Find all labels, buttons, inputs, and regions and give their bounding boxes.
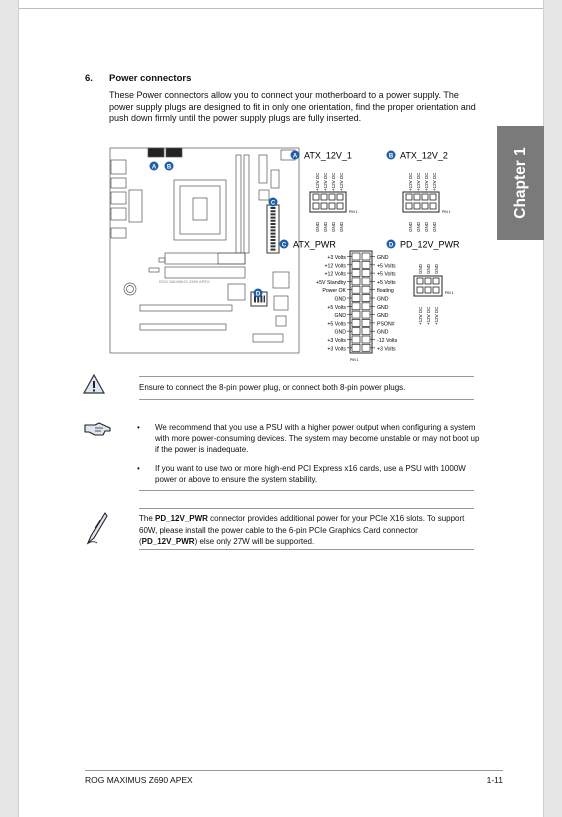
svg-text:GND: GND (377, 304, 389, 311)
atx-pin (362, 311, 370, 318)
svg-text:+12V DC: +12V DC (408, 172, 413, 191)
svg-text:+12V DC: +12V DC (416, 172, 421, 191)
svg-text:ATX_12V_1: ATX_12V_1 (304, 150, 352, 161)
warning-top-rule (139, 376, 474, 377)
svg-text:GND: GND (416, 222, 421, 232)
svg-text:ATX_12V_2: ATX_12V_2 (400, 150, 448, 161)
svg-text:GND: GND (424, 222, 429, 232)
atx-pin (362, 278, 370, 285)
svg-text:GND: GND (434, 264, 439, 274)
atx12v1-connector (291, 151, 358, 233)
atx-pin (352, 261, 360, 268)
svg-text:GND: GND (408, 222, 413, 232)
svg-text:+12V DC: +12V DC (432, 172, 437, 191)
svg-text:+5 Volts: +5 Volts (327, 321, 346, 328)
svg-text:B: B (388, 153, 394, 160)
atx-pin (352, 328, 360, 335)
hand-notes (137, 422, 482, 493)
svg-text:+12V DC: +12V DC (339, 172, 344, 191)
svg-text:+3 Volts: +3 Volts (327, 255, 346, 261)
svg-text:C: C (281, 242, 287, 249)
svg-text:GND: GND (315, 222, 320, 232)
atx-pin (352, 295, 360, 302)
svg-text:+12 Volts: +12 Volts (324, 271, 346, 278)
atx-pin (352, 311, 360, 318)
svg-text:+12V DC: +12V DC (426, 306, 431, 325)
svg-text:floating: floating (377, 288, 394, 295)
svg-text:+5 Volts: +5 Volts (377, 263, 396, 270)
svg-text:D: D (255, 291, 261, 298)
svg-text:GND: GND (334, 313, 346, 320)
svg-text:+3 Volts: +3 Volts (327, 346, 346, 353)
pen-note-icon (83, 510, 109, 551)
svg-text:GND: GND (339, 222, 344, 232)
atx-pin (352, 286, 360, 293)
atx-pin (352, 303, 360, 310)
section-intro: These Power connectors allow you to connect your motherboard to a power supply. The power supply plugs are designed to fit in only one orientation, find the proper orientation and push down firmly until the power supply plugs are fully inserted. (109, 90, 476, 123)
atx-pin (362, 303, 370, 310)
motherboard-outline (110, 148, 299, 353)
svg-text:PIN 1: PIN 1 (445, 291, 454, 295)
svg-text:A: A (151, 164, 157, 171)
svg-text:ATX_PWR: ATX_PWR (293, 239, 336, 250)
warning-bottom-rule (139, 399, 474, 400)
svg-text:-12 Volts: -12 Volts (377, 338, 398, 344)
svg-text:Power OK: Power OK (322, 288, 346, 295)
atx-pin (362, 295, 370, 302)
hand-note-1: • We recommend that you use a PSU with a higher power output when configuring a system with more power-consuming devices. The system may become unstable or may not boot up if the power is inadequate. (137, 423, 480, 454)
board-markers (150, 162, 278, 298)
atx-pin (362, 344, 370, 351)
svg-text:+12V DC: +12V DC (424, 172, 429, 191)
atx-pin (362, 328, 370, 335)
atx-pin (352, 278, 360, 285)
pointing-hand-icon (83, 420, 113, 443)
atx-pin (352, 319, 360, 326)
atx-pin (352, 336, 360, 343)
hand-note-2: • If you want to use two or more high-end PCI Express x16 cards, use a PSU with 1000W power or above to ensure the system stability. (137, 464, 466, 484)
warning-note: Ensure to connect the 8-pin power plug, or connect both 8-pin power plugs. (139, 383, 406, 392)
atx-pin (362, 261, 370, 268)
svg-text:PIN 1: PIN 1 (350, 358, 359, 362)
svg-text:+12V DC: +12V DC (331, 172, 336, 191)
svg-text:PIN 1: PIN 1 (442, 210, 451, 214)
hand-notes-bottom-rule (139, 490, 474, 491)
svg-text:+5 Volts: +5 Volts (377, 279, 396, 286)
section-number: 6. (85, 73, 93, 84)
atx-pin (352, 270, 360, 277)
atx-pin (362, 270, 370, 277)
svg-text:GND: GND (377, 329, 389, 336)
atx-pin (352, 344, 360, 351)
svg-text:C: C (270, 200, 276, 207)
svg-text:PIN 1: PIN 1 (349, 210, 358, 214)
manual-page (18, 0, 544, 817)
svg-text:GND: GND (377, 296, 389, 303)
svg-text:PD_12V_PWR: PD_12V_PWR (400, 239, 460, 250)
svg-text:+5V Standby: +5V Standby (316, 279, 346, 286)
svg-text:+5 Volts: +5 Volts (377, 271, 396, 278)
pd-note-top-rule (139, 508, 474, 509)
svg-text:GND: GND (323, 222, 328, 232)
svg-text:GND: GND (334, 296, 346, 303)
svg-text:+3 Volts: +3 Volts (327, 338, 346, 344)
pd12v-connector (387, 240, 461, 326)
svg-text:+12V DC: +12V DC (323, 172, 328, 191)
svg-text:D: D (388, 242, 394, 249)
footer-rule (85, 770, 503, 771)
svg-text:B: B (166, 164, 172, 171)
power-connectors-diagram (19, 0, 543, 400)
board-label: ROG MAXIMUS Z690 APEX (159, 279, 210, 284)
svg-text:GND: GND (331, 222, 336, 232)
chapter-tab-label: Chapter 1 (511, 147, 529, 219)
svg-text:+5 Volts: +5 Volts (327, 304, 346, 311)
atx12v1-top-pins (315, 172, 344, 191)
atx12v2-connector (387, 151, 451, 233)
svg-text:GND: GND (418, 264, 423, 274)
svg-text:GND: GND (426, 264, 431, 274)
svg-text:GND: GND (334, 329, 346, 336)
pd-note: The PD_12V_PWR connector provides additional power for your PCIe X16 slots. To support 60W, please install the power cable to the 6-pin PCIe Graphics Card connector (PD_12V_PWR) else only 27W will be supported. (139, 514, 465, 546)
warning-icon (83, 373, 105, 400)
atx-pin (352, 253, 360, 260)
svg-text:GND: GND (377, 313, 389, 320)
footer-product: ROG MAXIMUS Z690 APEX (85, 775, 193, 785)
atx-pin (362, 253, 370, 260)
svg-text:+12V DC: +12V DC (418, 306, 423, 325)
atx12v1-bottom-pins (315, 221, 344, 232)
atxpwr-connector (280, 240, 398, 363)
svg-text:A: A (292, 153, 298, 160)
footer-page-number: 1-11 (486, 775, 503, 785)
svg-text:GND: GND (377, 255, 389, 261)
svg-text:PSON#: PSON# (377, 321, 395, 328)
section-title: Power connectors (109, 73, 192, 84)
svg-text:GND: GND (432, 222, 437, 232)
svg-text:+12V DC: +12V DC (315, 172, 320, 191)
pd-note-bottom-rule (139, 549, 474, 550)
atx-pin (362, 336, 370, 343)
svg-text:+3 Volts: +3 Volts (377, 346, 396, 353)
atx-pin (362, 319, 370, 326)
atx-pin (362, 286, 370, 293)
svg-text:+12 Volts: +12 Volts (324, 263, 346, 270)
svg-text:+12V DC: +12V DC (434, 306, 439, 325)
